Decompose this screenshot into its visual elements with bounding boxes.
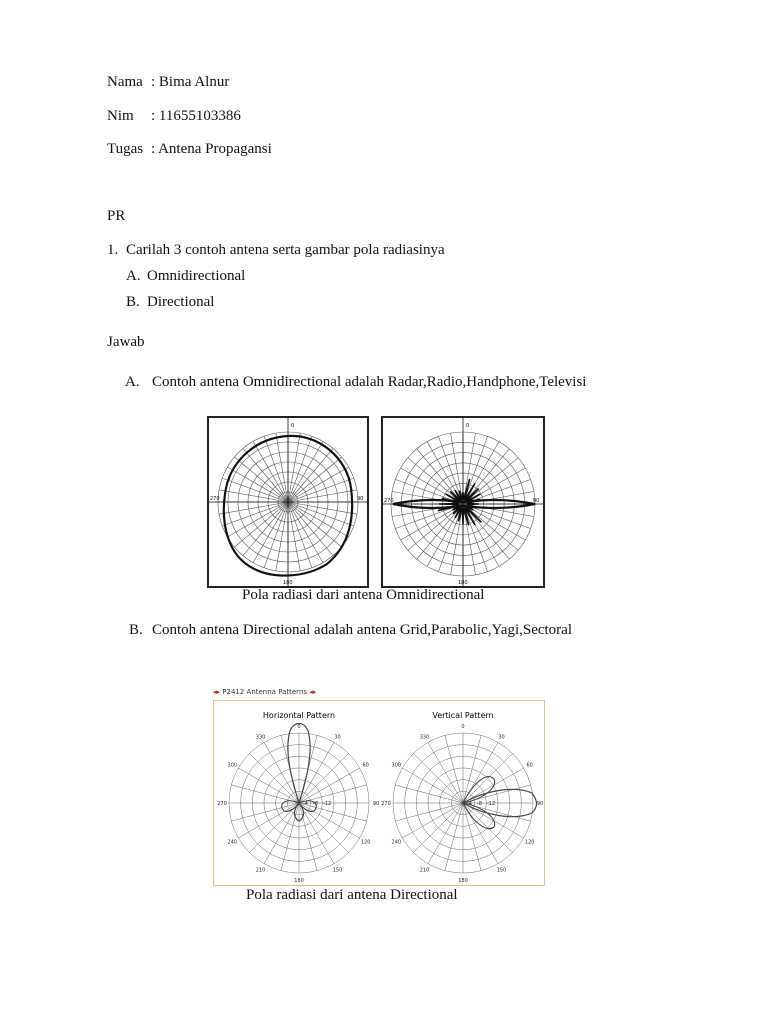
horizontal-ring-label: -4 (303, 801, 308, 807)
window-title-text: P2412 Antenna Patterns (222, 688, 308, 696)
polar-grid-spoke (299, 803, 334, 864)
omni-pattern-image-left (207, 416, 369, 588)
horizontal-angle-label: 90 (372, 801, 380, 807)
vertical-angle-label: 120 (524, 839, 535, 846)
option-a-text: Omnidirectional (147, 268, 246, 284)
figure-caption-omni: Pola radiasi dari antena Omnidirectional (242, 587, 485, 603)
horizontal-angle-label: 30 (334, 734, 341, 741)
vertical-angle-label: 30 (498, 734, 505, 741)
horizontal-angle-label: 0 (297, 724, 301, 730)
option-b-text: Directional (147, 294, 215, 310)
polar-grid-spoke (414, 803, 464, 853)
horizontal-angle-label: 60 (362, 762, 369, 769)
polar-grid-spoke (402, 768, 463, 803)
vertical-angle-label: 60 (526, 762, 533, 769)
horizontal-ring-label: -12 (323, 801, 332, 807)
question-number: 1. (107, 242, 119, 258)
vertical-angle-label: 150 (496, 867, 507, 874)
nama-value: : Bima Alnur (151, 74, 230, 90)
directional-pattern-image (213, 700, 545, 886)
tugas-label: Tugas (107, 141, 144, 157)
angle-label: 270 (384, 498, 394, 504)
arrow-left-icon: ◂▸ (213, 688, 221, 696)
polar-grid-spoke (238, 768, 299, 803)
vertical-ring-label: -12 (487, 801, 496, 807)
horizontal-angle-label: 180 (294, 878, 304, 884)
pr-heading: PR (107, 208, 126, 224)
horizontal-angle-label: 120 (360, 839, 371, 846)
angle-label: 0 (466, 423, 470, 429)
polar-grid-spoke (463, 803, 513, 853)
answer-a-marker: A. (125, 374, 140, 390)
nama-label: Nama (107, 74, 143, 90)
polar-grid-spoke (428, 742, 463, 803)
angle-label: 180 (283, 580, 293, 586)
horizontal-ring-label: -8 (313, 801, 318, 807)
angle-label: 90 (533, 498, 540, 504)
pattern-window-title (213, 688, 316, 697)
horizontal-angle-label: 270 (217, 801, 227, 807)
vertical-pattern-title: Vertical Pattern (432, 711, 494, 720)
vertical-ring-label: -8 (477, 801, 482, 807)
polar-grid-spoke (463, 754, 513, 804)
vertical-angle-label: 330 (419, 734, 430, 741)
polar-grid-spoke (299, 803, 360, 838)
question-text: Carilah 3 contoh antena serta gambar pola radiasinya (126, 242, 445, 258)
angle-label: 0 (291, 423, 295, 429)
angle-label: 270 (210, 496, 220, 502)
angle-label: 180 (458, 580, 468, 586)
polar-grid-spoke (299, 768, 360, 803)
angle-label: 90 (357, 496, 364, 502)
jawab-heading: Jawab (107, 334, 145, 350)
polar-grid-spoke (299, 742, 334, 803)
vertical-angle-label: 270 (381, 801, 391, 807)
answer-b-marker: B. (129, 622, 143, 638)
nim-label: Nim (107, 108, 134, 124)
option-a-marker: A. (126, 268, 141, 284)
vertical-angle-label: 180 (458, 878, 468, 884)
nim-value: : 11655103386 (151, 108, 241, 124)
option-b-marker: B. (126, 294, 140, 310)
polar-grid-spoke (264, 803, 299, 864)
vertical-angle-label: 210 (419, 867, 430, 874)
polar-grid-spoke (264, 742, 299, 803)
polar-grid-spoke (428, 803, 463, 864)
polar-grid-spoke (414, 754, 464, 804)
horizontal-angle-label: 210 (255, 867, 266, 874)
horizontal-pattern-title: Horizontal Pattern (262, 711, 336, 720)
polar-grid-spoke (238, 803, 299, 838)
vertical-angle-label: 0 (461, 724, 465, 730)
vertical-ring-label: -4 (467, 801, 472, 807)
polar-grid-spoke (402, 803, 463, 838)
vertical-angle-label: 240 (391, 839, 402, 846)
horizontal-angle-label: 300 (227, 762, 238, 769)
figure-caption-directional: Pola radiasi dari antena Directional (246, 887, 458, 903)
answer-a-text: Contoh antena Omnidirectional adalah Radar,Radio,Handphone,Televisi (152, 374, 587, 390)
arrow-right-icon: ◂▸ (309, 688, 317, 696)
answer-b-text: Contoh antena Directional adalah antena Grid,Parabolic,Yagi,Sectoral (152, 622, 573, 638)
horizontal-angle-label: 330 (255, 734, 266, 741)
vertical-angle-label: 300 (391, 762, 402, 769)
omni-pattern-image-right (381, 416, 545, 588)
vertical-angle-label: 90 (536, 801, 544, 807)
horizontal-angle-label: 240 (227, 839, 238, 846)
tugas-value: : Antena Propagansi (151, 141, 272, 157)
horizontal-angle-label: 150 (332, 867, 343, 874)
